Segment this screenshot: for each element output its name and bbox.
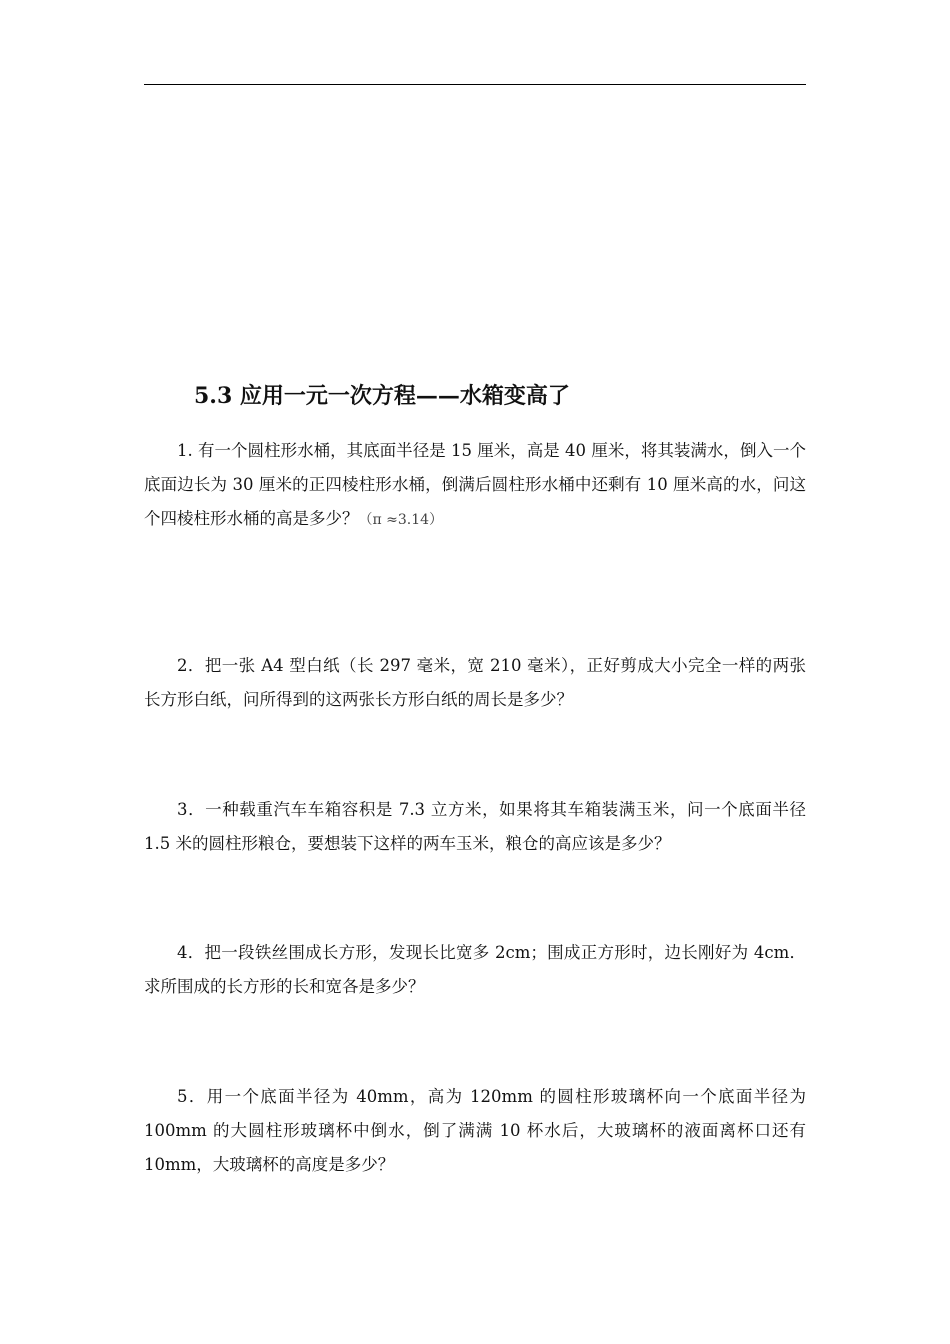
question-2	[144, 649, 806, 717]
question-4-text: 4．把一段铁丝围成长方形，发现长比宽多 2cm；围成正方形时，边长刚好为 4cm．求所围成的长方形的长和宽各是多少？	[144, 943, 806, 996]
question-3	[144, 793, 806, 861]
question-1	[144, 434, 806, 537]
question-5-text: 5．用一个底面半径为 40mm，高为 120mm 的圆柱形玻璃杯向一个底面半径为 100mm 的大圆柱形玻璃杯中倒水，倒了满满 10 杯水后，大玻璃杯的液面离杯口还有 10mm，大玻璃杯的高度是多少？	[144, 1087, 806, 1174]
question-2-text: 2．把一张 A4 型白纸（长 297 毫米，宽 210 毫米），正好剪成大小完全一样的两张长方形白纸，问所得到的这两张长方形白纸的周长是多少？	[144, 656, 806, 709]
question-4	[144, 936, 806, 1004]
header-rule	[144, 84, 806, 85]
pi-approximation: （π ≈3.14）	[358, 512, 444, 528]
question-3-text: 3．一种载重汽车车箱容积是 7.3 立方米，如果将其车箱装满玉米，问一个底面半径 1.5 米的圆柱形粮仓，要想装下这样的两车玉米，粮仓的高应该是多少？	[144, 800, 806, 853]
question-5	[144, 1080, 806, 1182]
section-title: 5.3 应用一元一次方程——水箱变高了	[194, 383, 570, 409]
question-1-text: 1. 有一个圆柱形水桶，其底面半径是 15 厘米，高是 40 厘米，将其装满水，倒入一个底面边长为 30 厘米的正四棱柱形水桶，倒满后圆柱形水桶中还剩有 10 厘米高的水，问这个四棱柱形水桶的高是多少？	[144, 441, 806, 528]
